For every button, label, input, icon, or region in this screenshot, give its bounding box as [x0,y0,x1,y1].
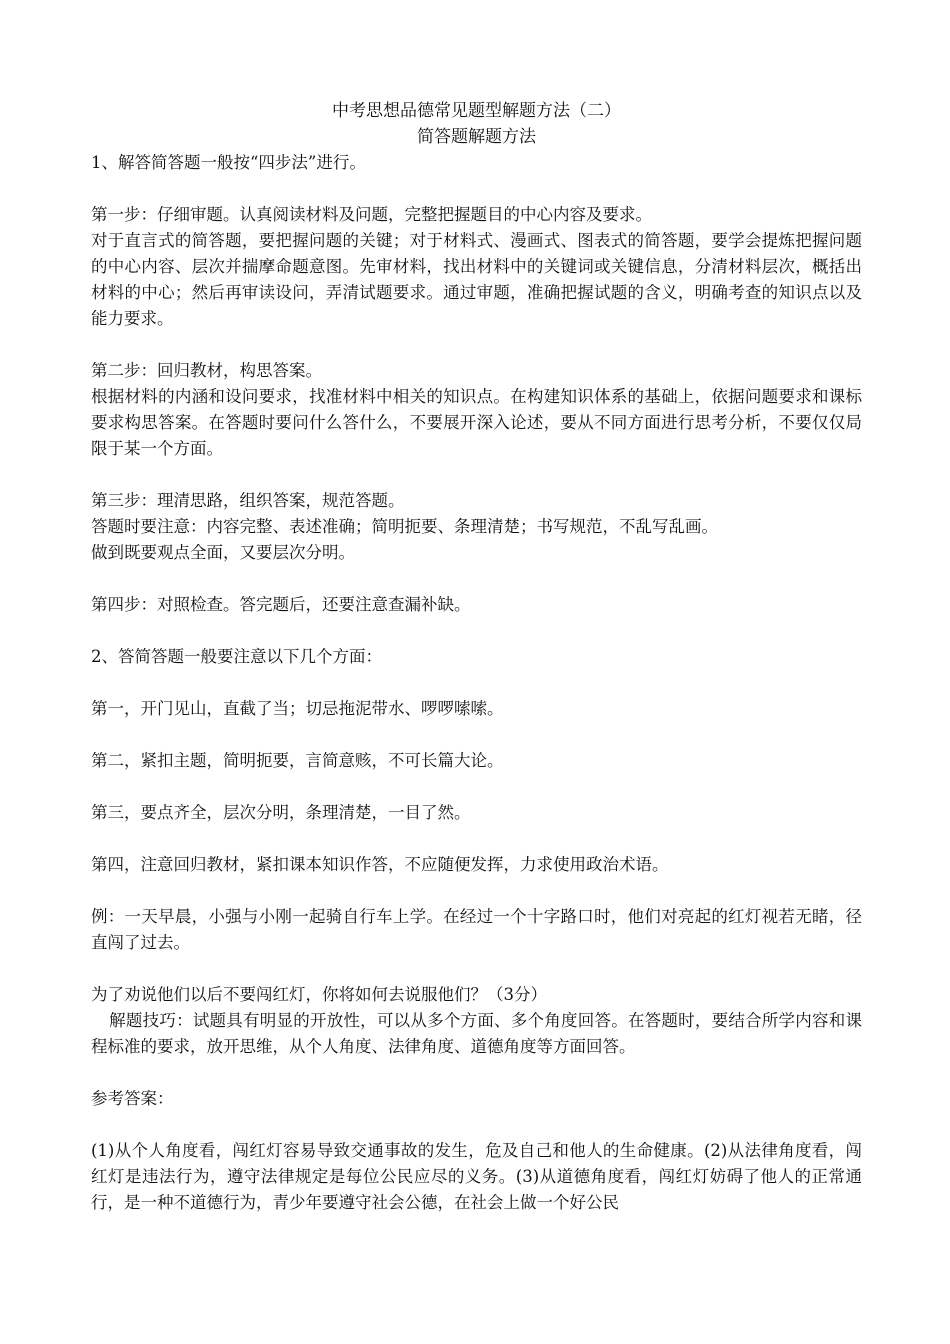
document-title: 中考思想品德常见题型解题方法（二） [332,101,621,121]
step1-title: 第一步：仔细审题。认真阅读材料及问题，完整把握题目的中心内容及要求。 [91,205,652,224]
spacer [91,774,862,800]
step1-body: 对于直言式的简答题，要把握问题的关键；对于材料式、漫画式、图表式的简答题，要学会提炼把握问题的中心内容、层次并揣摩命题意图。先审材料，找出材料中的关键词或关键信息，分清材料层次，概括出材料的中心；然后再审读设问，弄清试题要求。通过审题，准确把握试题的含义，明确考查的知识点以及能力要求。 [91,231,862,328]
document-body [91,150,862,1216]
example-question: 为了劝说他们以后不要闯红灯，你将如何去说服他们？（3分） [91,985,547,1004]
reference-answer: (1)从个人角度看，闯红灯容易导致交通事故的发生，危及自己和他人的生命健康。(2)从法律角度看，闯红灯是违法行为，遵守法律规定是每位公民应尽的义务。(3)从道德角度看，闯红灯妨碍了他人的正常通行，是一种不道德行为，青少年要遵守社会公德，在社会上做一个好公民 [91,1141,862,1212]
spacer [91,176,862,202]
spacer [91,462,862,488]
spacer [91,956,862,982]
answer-label: 参考答案： [91,1089,174,1108]
step2-body: 根据材料的内涵和设问要求，找准材料中相关的知识点。在构建知识体系的基础上，依据问题要求和课标要求构思答案。在答题时要问什么答什么，不要展开深入论述，要从不同方面进行思考分析，不要仅仅局限于某一个方面。 [91,387,862,458]
step3-body-1: 答题时要注意：内容完整、表述准确；简明扼要、条理清楚；书写规范，不乱写乱画。 [91,517,718,536]
step2-title: 第二步：回归教材，构思答案。 [91,361,322,380]
point-3: 第三，要点齐全，层次分明，条理清楚，一目了然。 [91,803,471,822]
point-1: 第一，开门见山，直截了当；切忌拖泥带水、啰啰嗦嗦。 [91,699,504,718]
step3-title: 第三步：理清思路，组织答案，规范答题。 [91,491,405,510]
spacer [91,670,862,696]
section1-heading: 1、解答简答题一般按“四步法”进行。 [91,153,366,172]
spacer [91,878,862,904]
spacer [91,566,862,592]
point-4: 第四，注意回归教材，紧扣课本知识作答，不应随便发挥，力求使用政治术语。 [91,855,669,874]
solving-tip: 解题技巧：试题具有明显的开放性，可以从多个方面、多个角度回答。在答题时，要结合所学内容和课程标准的要求，放开思维，从个人角度、法律角度、道德角度等方面回答。 [91,1011,862,1056]
example-text: 例：一天早晨，小强与小刚一起骑自行车上学。在经过一个十字路口时，他们对亮起的红灯视若无睹，径直闯了过去。 [91,907,862,952]
spacer [91,1060,862,1086]
step3-body-2: 做到既要观点全面，又要层次分明。 [91,543,355,562]
spacer [91,722,862,748]
step4-title: 第四步：对照检查。答完题后，还要注意查漏补缺。 [91,595,471,614]
spacer [91,332,862,358]
point-2: 第二，紧扣主题，简明扼要，言简意赅，不可长篇大论。 [91,751,504,770]
document-subtitle: 简答题解题方法 [417,127,536,147]
spacer [91,826,862,852]
section2-heading: 2、答简答题一般要注意以下几个方面： [91,647,382,666]
spacer [91,1112,862,1138]
spacer [91,618,862,644]
